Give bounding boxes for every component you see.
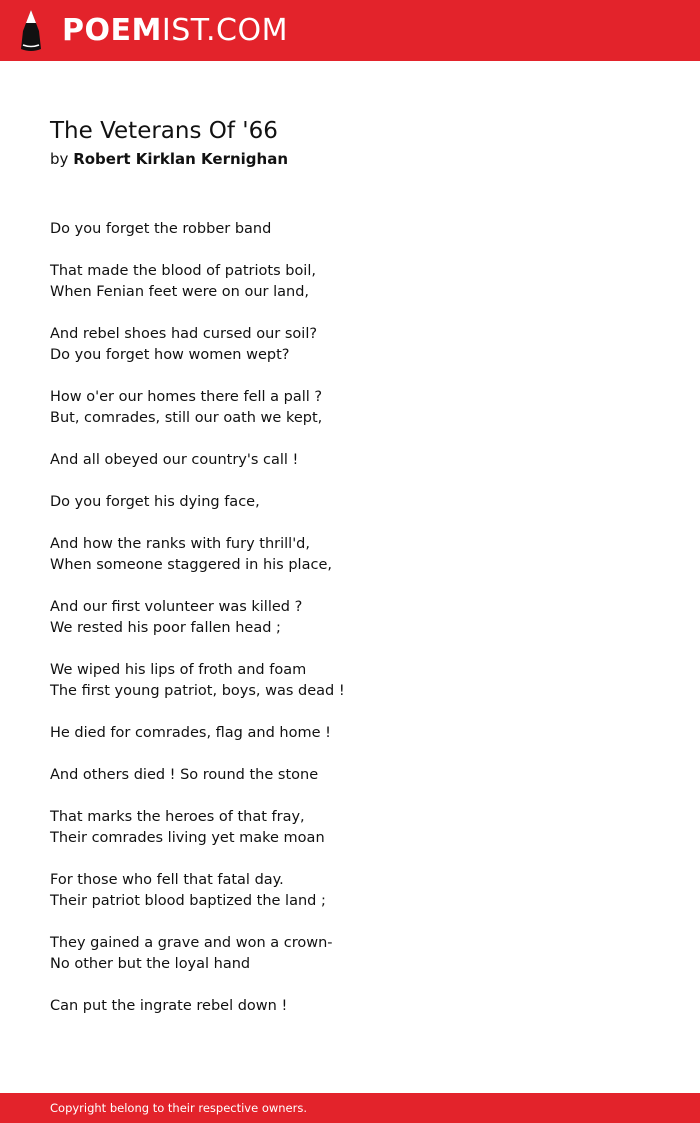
poem-line: We wiped his lips of froth and foam <box>50 662 307 678</box>
poem-stanza <box>50 933 650 975</box>
poem-line: Their comrades living yet make moan <box>50 830 325 846</box>
poem-line: Do you forget how women wept? <box>50 347 290 363</box>
site-logo[interactable] <box>62 12 288 50</box>
poem-title: The Veterans Of '66 <box>50 118 278 144</box>
poem-author: Robert Kirklan Kernighan <box>73 150 289 168</box>
poem-stanza <box>50 219 650 240</box>
poem-line: And others died ! So round the stone <box>50 767 319 783</box>
poem-line: Do you forget his dying face, <box>50 494 260 510</box>
copyright-text: Copyright belong to their respective owners. <box>50 1101 308 1115</box>
poem-line: Do you forget the robber band <box>50 221 272 237</box>
poem-byline <box>50 148 288 170</box>
poem-line: When Fenian feet were on our land, <box>50 284 310 300</box>
poem-line: He died for comrades, flag and home ! <box>50 725 331 741</box>
poem-line: The first young patriot, boys, was dead ! <box>50 683 345 699</box>
poem-stanza <box>50 807 650 849</box>
poem-line: And all obeyed our country's call ! <box>50 452 299 468</box>
poem-line: That marks the heroes of that fray, <box>50 809 305 825</box>
poem-line: No other but the loyal hand <box>50 956 251 972</box>
site-header <box>0 0 700 61</box>
poem-stanza <box>50 597 650 639</box>
poem-line: They gained a grave and won a crown- <box>50 935 333 951</box>
poem-stanza <box>50 492 650 513</box>
poem-line: How o'er our homes there fell a pall ? <box>50 389 323 405</box>
poem-body <box>50 219 650 1038</box>
poem-stanza <box>50 450 650 471</box>
poem-line: Their patriot blood baptized the land ; <box>50 893 326 909</box>
poem-line: And how the ranks with fury thrill'd, <box>50 536 310 552</box>
poem-stanza <box>50 534 650 576</box>
poem-line: For those who fell that fatal day. <box>50 872 284 888</box>
poem-stanza <box>50 870 650 912</box>
site-footer <box>0 1093 700 1123</box>
logo-light-text: IST.COM <box>161 13 288 48</box>
poem-stanza <box>50 723 650 744</box>
poem-line: And rebel shoes had cursed our soil? <box>50 326 318 342</box>
poem-line: Can put the ingrate rebel down ! <box>50 998 288 1014</box>
poem-stanza <box>50 765 650 786</box>
poem-stanza <box>50 261 650 303</box>
poem-line: But, comrades, still our oath we kept, <box>50 410 323 426</box>
poem-line: That made the blood of patriots boil, <box>50 263 316 279</box>
poem-line: When someone staggered in his place, <box>50 557 332 573</box>
logo-bold-text: POEM <box>62 13 162 48</box>
pencil-tip-icon <box>17 9 45 53</box>
poem-stanza <box>50 387 650 429</box>
poem-stanza <box>50 324 650 366</box>
poem-line: And our first volunteer was killed ? <box>50 599 303 615</box>
poem-stanza <box>50 660 650 702</box>
poem-line: We rested his poor fallen head ; <box>50 620 281 636</box>
by-label: by <box>50 150 69 168</box>
poem-stanza <box>50 996 650 1017</box>
